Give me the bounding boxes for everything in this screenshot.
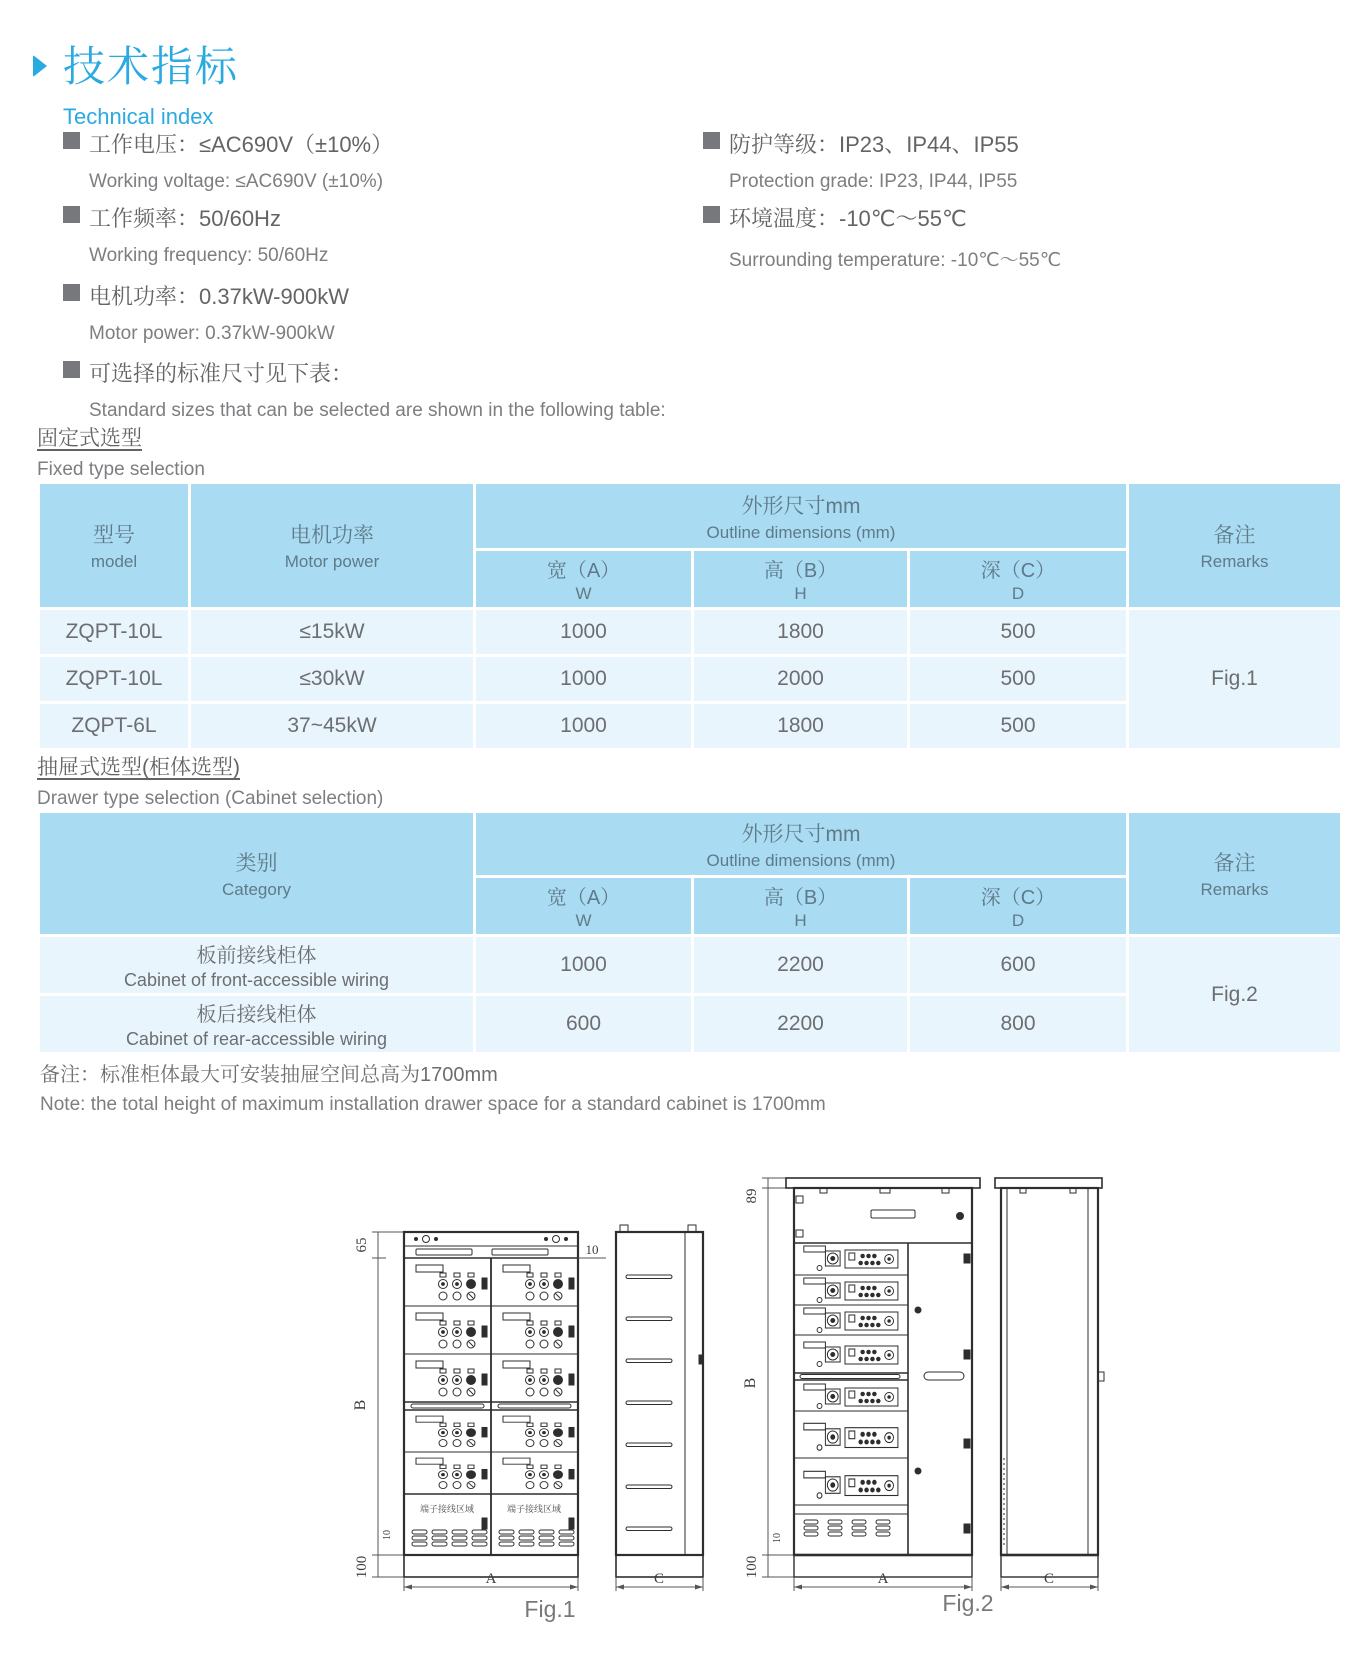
fig2-dim-height-label: B <box>742 1377 759 1389</box>
fig1-dim-small-label: 10 <box>382 1530 393 1540</box>
cell-width: 600 <box>476 996 691 1052</box>
col-header-width: 宽（A） W <box>476 878 691 934</box>
fig1-dim-height-label: B <box>352 1399 369 1411</box>
cell-width: 1000 <box>476 937 691 993</box>
fig2-dimensions-left <box>742 1178 794 1578</box>
figure-2-drawing <box>720 1158 1110 1628</box>
spec-en-text: Standard sizes that can be selected are shown in the following table: <box>89 400 666 421</box>
spec-item-motor-power <box>63 280 678 354</box>
cell-model: ZQPT-6L <box>40 704 188 748</box>
fig1-dim-top-label: 65 <box>354 1237 370 1253</box>
col-header-width: 宽（A） W <box>476 551 691 607</box>
col-header-outline: 外形尺寸mm Outline dimensions (mm) <box>476 813 1126 875</box>
spec-zh-text: 可选择的标准尺寸见下表： <box>89 361 354 386</box>
fig2-front-view <box>786 1178 980 1577</box>
col-header-height: 高（B） H <box>694 878 907 934</box>
spec-en-text: Working voltage: ≤AC690V (±10%) <box>89 171 384 192</box>
fixed-type-table <box>37 481 1343 751</box>
fig1-dim-gap-label: 10 <box>585 1242 599 1257</box>
drawer-type-table <box>37 810 1343 1055</box>
cell-category: 板前接线柜体 Cabinet of front-accessible wiring <box>40 937 473 993</box>
cell-height: 2200 <box>694 996 907 1052</box>
cell-width: 1000 <box>476 704 691 748</box>
col-header-outline: 外形尺寸mm Outline dimensions (mm) <box>476 484 1126 548</box>
col-header-height: 高（B） H <box>694 551 907 607</box>
cell-height: 1800 <box>694 704 907 748</box>
col-header-model: 型号 model <box>40 484 188 607</box>
cell-category: 板后接线柜体 Cabinet of rear-accessible wiring <box>40 996 473 1052</box>
col-header-category: 类别 Category <box>40 813 473 934</box>
spec-zh-text: 工作电压：≤AC690V（±10%） <box>89 132 394 157</box>
fig1-terminal-area-label: 端子接线区域 <box>506 1504 562 1514</box>
fig1-dimensions-bottom <box>404 1571 703 1591</box>
fig1-dim-depth-label: C <box>653 1571 665 1587</box>
page-header <box>33 34 239 130</box>
section-arrow-icon <box>33 55 47 77</box>
spec-list-left <box>63 128 678 431</box>
fig2-dim-base-label: 100 <box>744 1555 760 1579</box>
cell-depth: 500 <box>910 657 1126 701</box>
cell-depth: 500 <box>910 610 1126 654</box>
spec-en-text: Motor power: 0.37kW-900kW <box>89 323 335 344</box>
col-header-remarks: 备注 Remarks <box>1129 484 1340 607</box>
section-title-zh: 固定式选型 <box>37 427 142 450</box>
spec-en-text: Protection grade: IP23, IP44, IP55 <box>729 171 1018 192</box>
fig2-side-view <box>995 1178 1104 1577</box>
spec-en-text: Working frequency: 50/60Hz <box>89 245 329 266</box>
fig1-side-view <box>616 1225 703 1577</box>
page-subtitle: Technical index <box>63 104 214 129</box>
cell-height: 1800 <box>694 610 907 654</box>
cell-depth: 500 <box>910 704 1126 748</box>
table-row <box>40 610 1340 654</box>
cell-power: ≤30kW <box>191 657 473 701</box>
spec-item-table-intro <box>63 357 678 431</box>
spec-en-text: Surrounding temperature: -10℃～55℃ <box>729 250 1062 271</box>
col-header-depth: 深（C） D <box>910 878 1126 934</box>
spec-zh-text: 防护等级：IP23、IP44、IP55 <box>729 132 1019 157</box>
note-en: Note: the total height of maximum installation drawer space for a standard cabinet is 1700mm <box>40 1094 826 1115</box>
section-title-en: Drawer type selection (Cabinet selection) <box>37 788 384 809</box>
fig1-dimensions-left <box>352 1232 404 1578</box>
col-header-power: 电机功率 Motor power <box>191 484 473 607</box>
spec-item-frequency <box>63 202 678 280</box>
cell-height: 2000 <box>694 657 907 701</box>
section-title-en: Fixed type selection <box>37 459 205 480</box>
fig2-dim-depth-label: C <box>1043 1571 1055 1587</box>
fig2-dim-small-label: 10 <box>772 1533 783 1543</box>
spec-zh-text: 工作频率：50/60Hz <box>89 206 281 231</box>
cell-remark: Fig.2 <box>1129 937 1340 1052</box>
fig2-caption: Fig.2 <box>942 1590 994 1616</box>
spec-zh-text: 环境温度：-10℃～55℃ <box>729 206 967 231</box>
cell-remark: Fig.1 <box>1129 610 1340 748</box>
section-title-fixed <box>37 422 205 481</box>
spec-zh-text: 电机功率：0.37kW-900kW <box>89 284 349 309</box>
cell-width: 1000 <box>476 657 691 701</box>
bullet-square-icon <box>703 206 720 223</box>
cell-model: ZQPT-10L <box>40 657 188 701</box>
fig1-caption: Fig.1 <box>524 1596 576 1622</box>
fig1-terminal-area-label: 端子接线区域 <box>419 1504 475 1514</box>
section-title-zh: 抽屉式选型(柜体选型) <box>37 756 240 779</box>
bullet-square-icon <box>63 132 80 149</box>
bullet-square-icon <box>63 206 80 223</box>
fig1-dim-width-label: A <box>485 1571 497 1587</box>
spec-item-voltage <box>63 128 678 202</box>
col-header-depth: 深（C） D <box>910 551 1126 607</box>
spec-item-protection <box>703 128 1323 202</box>
fig2-dimensions-bottom <box>794 1571 1098 1591</box>
bullet-square-icon <box>703 132 720 149</box>
cell-power: ≤15kW <box>191 610 473 654</box>
cell-depth: 800 <box>910 996 1126 1052</box>
spec-item-temperature <box>703 202 1323 276</box>
section-title-drawer <box>37 751 383 810</box>
fig1-dim-base-label: 100 <box>354 1555 370 1579</box>
cell-model: ZQPT-10L <box>40 610 188 654</box>
fig1-dim-gap <box>578 1242 606 1258</box>
cell-depth: 600 <box>910 937 1126 993</box>
figure-1-drawing <box>330 1205 725 1630</box>
table-note <box>40 1058 826 1116</box>
fig2-dim-top-label: 89 <box>744 1188 760 1204</box>
fig1-front-view <box>404 1232 578 1577</box>
cell-height: 2200 <box>694 937 907 993</box>
page-title: 技术指标 <box>63 43 240 90</box>
fig2-dim-width-label: A <box>877 1571 889 1587</box>
note-zh: 备注：标准柜体最大可安装抽屉空间总高为1700mm <box>40 1064 498 1086</box>
cell-power: 37~45kW <box>191 704 473 748</box>
bullet-square-icon <box>63 361 80 378</box>
cell-width: 1000 <box>476 610 691 654</box>
bullet-square-icon <box>63 284 80 301</box>
spec-list-right <box>703 128 1323 276</box>
col-header-remarks: 备注 Remarks <box>1129 813 1340 934</box>
table-row <box>40 937 1340 993</box>
